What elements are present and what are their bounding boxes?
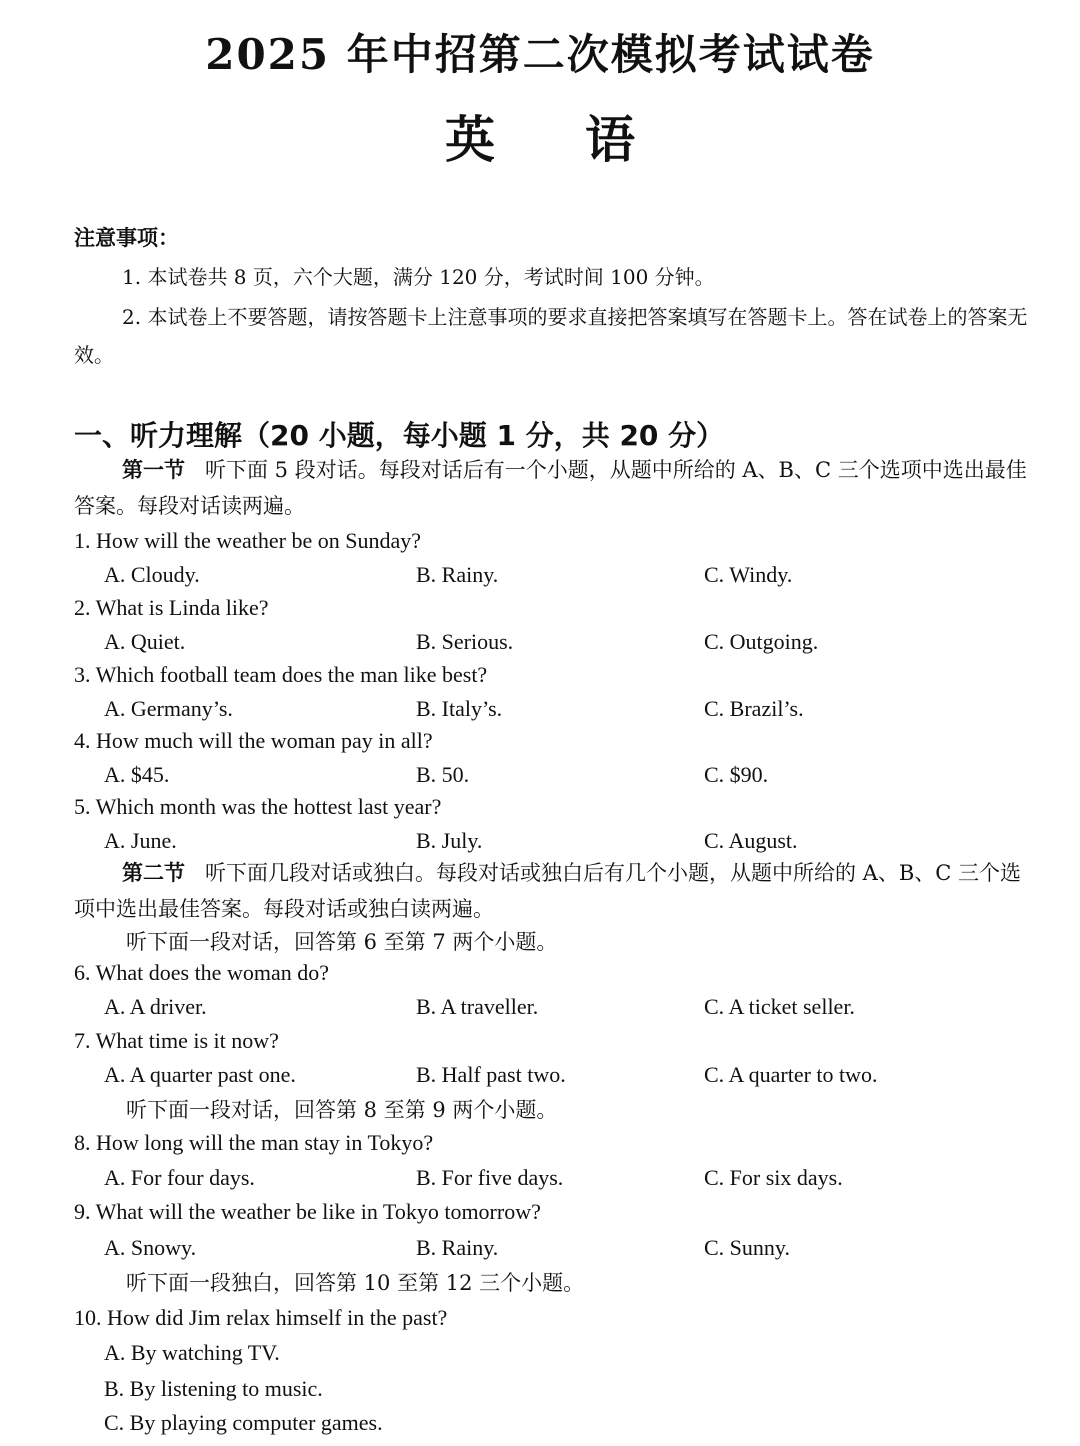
q9-option-a: A. Snowy. xyxy=(104,1235,197,1260)
q4-option-b: B. 50. xyxy=(416,762,470,787)
q10-option-a: A. By watching TV. xyxy=(104,1340,280,1365)
q10-option-b: B. By listening to music. xyxy=(104,1376,323,1401)
q2-option-a: A. Quiet. xyxy=(104,629,186,654)
part1-label: 第一节 xyxy=(122,458,185,482)
monologue-instruction-10-12: 听下面一段独白，回答第 10 至第 12 三个小题。 xyxy=(126,1271,585,1295)
q1-option-c: C. Windy. xyxy=(704,562,793,587)
q1-option-b: B. Rainy. xyxy=(416,562,499,587)
question-7: 7. What time is it now? xyxy=(74,1028,279,1053)
q9-option-b: B. Rainy. xyxy=(416,1235,499,1260)
q3-option-a: A. Germany’s. xyxy=(104,696,233,721)
question-1: 1. How will the weather be on Sunday? xyxy=(74,528,422,553)
q5-option-b: B. July. xyxy=(416,828,483,853)
q3-option-b: B. Italy’s. xyxy=(416,696,503,721)
q4-option-c: C. $90. xyxy=(704,762,769,787)
dialogue-instruction-8-9: 听下面一段对话，回答第 8 至第 9 两个小题。 xyxy=(126,1098,558,1122)
part1-text: 听下面 5 段对话。每段对话后有一个小题，从题中所给的 A、B、C 三个选项中选出最佳答案。每段对话读两遍。 xyxy=(74,458,1027,518)
q2-option-b: B. Serious. xyxy=(416,629,514,654)
q10-option-c: C. By playing computer games. xyxy=(104,1410,383,1435)
q7-option-c: C. A quarter to two. xyxy=(704,1062,878,1087)
dialogue-instruction-6-7: 听下面一段对话，回答第 6 至第 7 两个小题。 xyxy=(126,930,558,954)
question-6: 6. What does the woman do? xyxy=(74,960,329,985)
q7-option-b: B. Half past two. xyxy=(416,1062,566,1087)
q6-option-c: C. A ticket seller. xyxy=(704,994,855,1019)
q4-option-a: A. $45. xyxy=(104,762,170,787)
part2-instructions xyxy=(74,855,1040,927)
q8-option-a: A. For four days. xyxy=(104,1165,255,1190)
part1-instructions xyxy=(74,452,1040,524)
part2-label: 第二节 xyxy=(122,861,185,885)
q5-option-a: A. June. xyxy=(104,828,177,853)
question-5: 5. Which month was the hottest last year? xyxy=(74,794,442,819)
q7-option-a: A. A quarter past one. xyxy=(104,1062,296,1087)
question-4: 4. How much will the woman pay in all? xyxy=(74,728,433,753)
q1-option-a: A. Cloudy. xyxy=(104,562,200,587)
q3-option-c: C. Brazil’s. xyxy=(704,696,804,721)
question-10: 10. How did Jim relax himself in the past? xyxy=(74,1305,448,1330)
section-heading: 一、听力理解（20 小题，每小题 1 分，共 20 分） xyxy=(74,419,725,452)
question-8: 8. How long will the man stay in Tokyo? xyxy=(74,1130,434,1155)
q5-option-c: C. August. xyxy=(704,828,798,853)
note-item-1: 1. 本试卷共 8 页，六个大题，满分 120 分，考试时间 100 分钟。 xyxy=(122,265,715,289)
q6-option-a: A. A driver. xyxy=(104,994,207,1019)
q2-option-c: C. Outgoing. xyxy=(704,629,819,654)
q6-option-b: B. A traveller. xyxy=(416,994,539,1019)
subject-title: 英语 xyxy=(445,111,725,169)
exam-title: 2025 年中招第二次模拟考试试卷 xyxy=(205,30,875,79)
question-2: 2. What is Linda like? xyxy=(74,595,269,620)
part2-text: 听下面几段对话或独白。每段对话或独白后有几个小题，从题中所给的 A、B、C 三个选项中选出最佳答案。每段对话或独白读两遍。 xyxy=(74,861,1022,921)
q8-option-c: C. For six days. xyxy=(704,1165,843,1190)
question-3: 3. Which football team does the man like best? xyxy=(74,662,488,687)
note-item-2: 2. 本试卷上不要答题，请按答题卡上注意事项的要求直接把答案填写在答题卡上。答在试卷上的答案无效。 xyxy=(74,305,1028,367)
question-9: 9. What will the weather be like in Tokyo tomorrow? xyxy=(74,1199,541,1224)
q8-option-b: B. For five days. xyxy=(416,1165,564,1190)
q9-option-c: C. Sunny. xyxy=(704,1235,790,1260)
notes-heading: 注意事项： xyxy=(74,226,179,250)
